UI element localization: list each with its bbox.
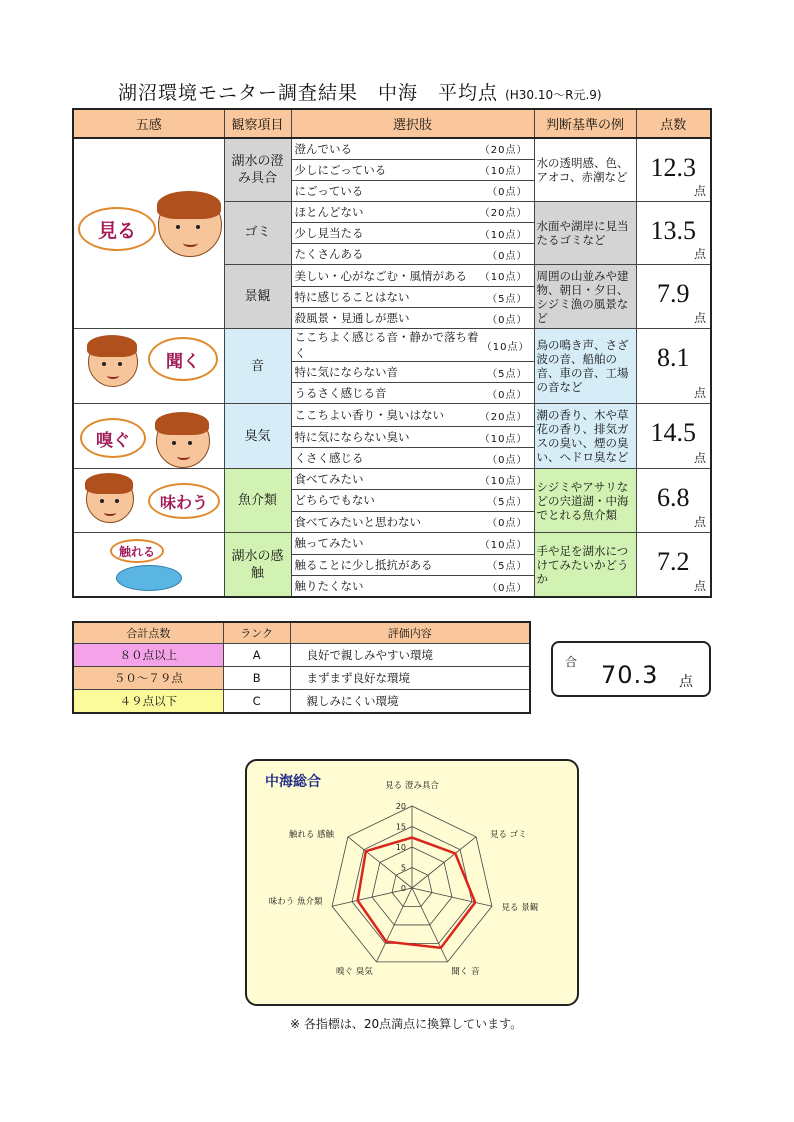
option-points: （20点） xyxy=(479,145,528,157)
option-cell xyxy=(291,576,534,598)
option-label: 特に感じることはない xyxy=(294,290,410,304)
header-item: 観察項目 xyxy=(224,109,291,138)
score-unit: 点 xyxy=(693,183,706,198)
score-cell xyxy=(636,533,711,598)
footnote: ※ 各指標は、20点満点に換算しています。 xyxy=(290,1017,523,1031)
option-cell xyxy=(291,138,534,159)
rank-row-c xyxy=(73,690,530,714)
option-cell xyxy=(291,490,534,511)
criteria-cell: 手や足を湖水につけてみたいかどうか xyxy=(534,533,636,598)
option-cell xyxy=(291,469,534,490)
criteria-cell: 潮の香り、木や草花の香り、排気ガスの臭い、煙の臭い、ヘドロ臭など xyxy=(534,404,636,469)
score-unit: 点 xyxy=(693,579,706,593)
radar-axis-label: 見る 澄み具合 xyxy=(385,781,439,791)
option-points: （10点） xyxy=(479,272,528,284)
option-label: 特に気にならない音 xyxy=(294,365,398,379)
option-points: （0点） xyxy=(487,187,528,198)
option-row xyxy=(73,533,711,555)
option-label: 食べてみたいと思わない xyxy=(294,514,421,529)
water-dish-icon xyxy=(116,565,182,591)
face-icon xyxy=(156,414,210,468)
option-cell xyxy=(291,329,534,362)
rank-desc: まずまず良好な環境 xyxy=(290,667,530,690)
option-cell xyxy=(291,383,534,404)
sense-label-bubble: 触れる xyxy=(110,539,164,563)
option-label: 殺風景・見通しが悪い xyxy=(294,311,410,325)
page-title xyxy=(118,78,602,105)
rank-letter: B xyxy=(223,667,290,690)
score-value: 6.8 xyxy=(657,483,690,512)
rank-row-b xyxy=(73,667,530,690)
option-points: （10点） xyxy=(479,433,528,445)
option-cell xyxy=(291,511,534,532)
option-points: （5点） xyxy=(487,368,528,380)
option-cell xyxy=(291,180,534,201)
option-points: （0点） xyxy=(487,250,528,262)
rank-desc: 親しみにくい環境 xyxy=(290,690,530,714)
radar-axis-label: 見る ゴミ xyxy=(489,830,527,841)
sense-label-bubble: 嗅ぐ xyxy=(80,418,146,458)
sense-taste xyxy=(73,469,224,533)
option-cell xyxy=(291,265,534,287)
score-value: 12.3 xyxy=(650,153,696,182)
observation-item: 湖水の感触 xyxy=(224,533,291,598)
option-label: ここちよく感じる音・静かで落ち着く xyxy=(294,330,479,360)
sense-label-bubble: 味わう xyxy=(148,483,220,519)
header-score: 点数 xyxy=(636,109,711,138)
option-points: （10点） xyxy=(479,166,528,177)
radar-tick-label: 20 xyxy=(395,802,406,811)
rank-header-desc: 評価内容 xyxy=(290,622,530,644)
score-value: 7.2 xyxy=(657,547,690,576)
option-cell xyxy=(291,159,534,180)
rank-letter: C xyxy=(223,690,290,714)
option-label: 美しい・心がなごむ・風情がある xyxy=(294,268,467,283)
rank-desc: 良好で親しみやすい環境 xyxy=(290,644,530,667)
score-unit: 点 xyxy=(693,247,706,262)
sense-smell xyxy=(73,404,224,469)
score-unit: 点 xyxy=(693,515,706,529)
option-label: 触ることに少し抵抗がある xyxy=(294,557,433,572)
sense-label-bubble: 聞く xyxy=(148,337,218,381)
option-cell xyxy=(291,448,534,469)
option-points: （10点） xyxy=(481,341,530,353)
rank-header-rank: ランク xyxy=(223,622,290,644)
option-points: （0点） xyxy=(487,314,528,326)
observation-item: 景観 xyxy=(224,265,291,329)
face-icon xyxy=(88,337,138,387)
option-cell xyxy=(291,533,534,555)
rank-header-range: 合計点数 xyxy=(73,622,223,644)
title-period: (H30.10～R元.9) xyxy=(505,88,602,102)
option-row xyxy=(73,404,711,427)
option-label: 少しにごっている xyxy=(294,162,387,177)
score-cell xyxy=(636,138,711,201)
option-label: 特に気にならない臭い xyxy=(294,430,410,444)
option-label: たくさんある xyxy=(294,247,364,262)
criteria-cell: 周囲の山並みや建物、朝日・夕日、シジミ漁の風景など xyxy=(534,265,636,329)
observation-item: 魚介類 xyxy=(224,469,291,533)
option-points: （5点） xyxy=(487,496,528,508)
option-cell xyxy=(291,287,534,308)
survey-table xyxy=(72,108,712,598)
option-cell xyxy=(291,201,534,223)
radar-chart xyxy=(247,761,577,1004)
rank-range: ８０点以上 xyxy=(73,644,223,667)
option-points: （0点） xyxy=(487,389,528,401)
criteria-cell: 水の透明感、色、アオコ、赤潮など xyxy=(534,138,636,201)
option-points: （0点） xyxy=(487,518,528,530)
score-unit: 点 xyxy=(693,311,706,325)
option-points: （10点） xyxy=(479,539,528,551)
score-cell xyxy=(636,201,711,265)
observation-item: 湖水の澄み具合 xyxy=(224,138,291,201)
total-score-box xyxy=(551,641,711,697)
score-value: 8.1 xyxy=(657,343,690,372)
option-cell xyxy=(291,554,534,576)
rank-row-a xyxy=(73,644,530,667)
option-cell xyxy=(291,223,534,244)
option-points: （5点） xyxy=(487,561,528,573)
option-points: （20点） xyxy=(479,411,528,423)
header-criteria: 判断基準の例 xyxy=(534,109,636,138)
radar-tick-label: 5 xyxy=(400,863,406,873)
option-row xyxy=(73,469,711,490)
rank-table xyxy=(72,621,531,714)
radar-axis-label: 聞く 音 xyxy=(451,966,480,977)
sense-label-bubble: 見る xyxy=(78,207,156,251)
face-icon xyxy=(158,193,222,257)
total-value: 70.3 xyxy=(601,661,659,689)
option-points: （0点） xyxy=(487,454,528,466)
criteria-cell: 鳥の鳴き声、さざ波の音、船舶の音、車の音、工場の音など xyxy=(534,329,636,404)
option-points: （20点） xyxy=(479,208,528,220)
option-label: くさく感じる xyxy=(294,451,364,465)
option-label: 触ってみたい xyxy=(294,536,364,551)
option-label: 澄んでいる xyxy=(294,141,352,156)
score-value: 14.5 xyxy=(650,418,696,447)
radar-axis-label: 見る 景観 xyxy=(501,903,539,914)
option-points: （10点） xyxy=(479,229,528,241)
option-label: にごっている xyxy=(294,183,364,198)
score-value: 13.5 xyxy=(650,215,696,245)
face-icon xyxy=(86,475,134,523)
observation-item: ゴミ xyxy=(224,201,291,265)
option-label: 少し見当たる xyxy=(294,226,364,241)
score-value: 7.9 xyxy=(657,279,690,309)
radar-chart-panel xyxy=(245,759,579,1006)
sense-hear xyxy=(73,329,224,404)
option-row xyxy=(73,138,711,159)
option-label: うるさく感じる音 xyxy=(294,386,387,400)
option-label: ほとんどない xyxy=(294,204,364,219)
option-points: （5点） xyxy=(487,293,528,305)
option-cell xyxy=(291,362,534,383)
header-options: 選択肢 xyxy=(291,109,534,138)
option-points: （10点） xyxy=(479,475,528,487)
observation-item: 音 xyxy=(224,329,291,404)
option-label: 食べてみたい xyxy=(294,472,364,487)
score-cell xyxy=(636,404,711,469)
observation-item: 臭気 xyxy=(224,404,291,469)
sense-touch xyxy=(73,533,224,598)
option-label: ここちよい香り・臭いはない xyxy=(294,408,444,422)
total-label: 合 xyxy=(565,655,578,669)
option-label: 触りたくない xyxy=(294,579,364,593)
radar-axis-label: 味わう 魚介類 xyxy=(268,897,323,908)
score-cell xyxy=(636,329,711,404)
radar-tick-label: 15 xyxy=(395,822,406,832)
radar-tick-label: 10 xyxy=(395,843,406,852)
radar-spoke xyxy=(412,888,492,906)
option-cell xyxy=(291,404,534,427)
score-unit: 点 xyxy=(693,386,706,400)
criteria-cell: 水面や湖岸に見当たるゴミなど xyxy=(534,201,636,265)
radar-axis-label: 触れる 感触 xyxy=(288,830,335,841)
rank-letter: A xyxy=(223,644,290,667)
option-cell xyxy=(291,427,534,448)
rank-range: ５０～７９点 xyxy=(73,667,223,690)
option-points: （0点） xyxy=(487,582,528,594)
criteria-cell: シジミやアサリなどの宍道湖・中海でとれる魚介類 xyxy=(534,469,636,533)
total-unit: 点 xyxy=(679,674,693,690)
rank-range: ４９点以下 xyxy=(73,690,223,714)
option-label: どちらでもない xyxy=(294,493,375,508)
score-unit: 点 xyxy=(693,451,706,465)
radar-tick-label: 0 xyxy=(400,884,406,893)
header-senses: 五感 xyxy=(73,109,224,138)
option-cell xyxy=(291,308,534,329)
option-row xyxy=(73,329,711,362)
score-cell xyxy=(636,265,711,329)
sense-see xyxy=(73,138,224,329)
option-cell xyxy=(291,244,534,265)
radar-axis-label: 嗅ぐ 臭気 xyxy=(336,966,373,977)
chart-title: 中海総合 xyxy=(265,774,321,790)
score-cell xyxy=(636,469,711,533)
title-text: 湖沼環境モニター調査結果 中海 平均点 xyxy=(118,82,499,104)
